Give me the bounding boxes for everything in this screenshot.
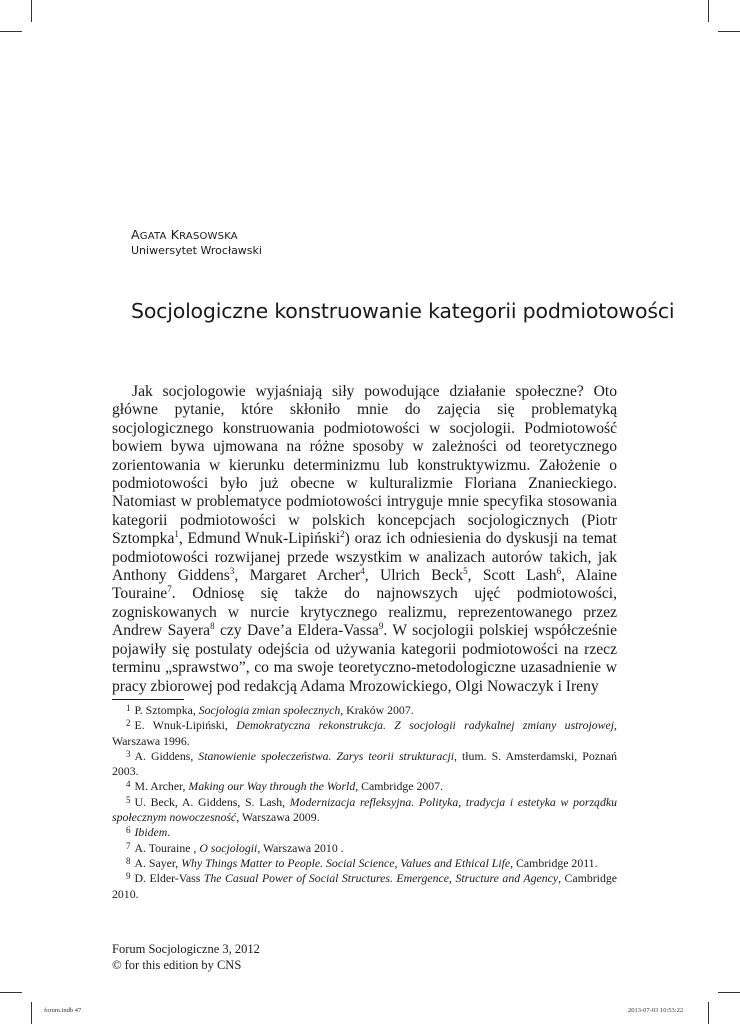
print-slug-file: forum.indb 47	[44, 1007, 82, 1014]
footnote: $^1$ P. Sztompka, Socjologia zmian społecznych, Kraków 2007.	[126, 703, 414, 717]
footnotes	[112, 703, 617, 902]
footnote-ref: 8	[210, 621, 215, 632]
article-title: Socjologiczne konstruowanie kategorii podmiotowości	[131, 299, 675, 323]
footnote: $^5$ U. Beck, A. Giddens, S. Lash, Modernizacja refleksyjna. Polityka, tradycja i estetyka w porządku społecznym nowoczesność, Warszawa 2009.	[112, 794, 617, 825]
footnote: $^7$ A. Touraine , O socjologii, Warszawa 2010 .	[126, 840, 344, 855]
footnote-divider	[112, 699, 184, 700]
footnote: $^6$ Ibidem.	[126, 825, 171, 840]
author-name: AGATA KRASOWSKA	[131, 227, 238, 242]
footnote: $^8$ A. Sayer, Why Things Matter to People. Social Science, Values and Ethical Life, Cambridge 2011.	[126, 855, 598, 870]
crop-mark	[0, 992, 22, 993]
footnote-ref: 1	[174, 529, 179, 540]
body-text	[112, 383, 617, 696]
page-footer	[112, 941, 260, 973]
journal-citation: Forum Socjologiczne 3, 2012	[112, 942, 260, 956]
crop-mark	[0, 31, 22, 32]
footnote-ref: 3	[229, 566, 235, 577]
paragraph: Jak socjologowie wyjaśniają siły powodujące działanie społeczne? Oto główne pytanie, które skłoniło mnie do zajęcia się problematyką socjologicznego konstruowania podmiotowości w socjologii. Podmiotowość bowiem bywa ujmowana na różne sposoby w zależności od teoretycznego zorientowania w kierunku determinizmu lub konstruktywizmu. Założenie o podmiotowości było już obecne w kulturalizmie Floriana Znanieckiego. Natomiast w problematyce podmiotowości intryguje mnie specyfika stosowania kategorii podmiotowości w polskich koncepcjach socjologicznych (Piotr Sztompka$^1$, Edmund Wnuk-Lipiński$^2$) oraz ich odniesienia do dyskusji na temat podmiotowości rozwijanej przede wszystkim w analizach autorów takich, jak Anthony Giddens$^3$, Margaret Archer$^4$, Ulrich Beck$^5$, Scott Lash$^6$, Alaine Touraine$^7$. Odniosę się także do najnowszych ujęć podmiotowości, zogniskowanych w nurcie krytycznego realizmu, reprezentowanego przez Andrew Sayera$^8$ czy Dave’a Eldera-Vassa$^9$. W socjologii polskiej współcześnie pojawiły się postulaty odejścia od używania kategorii podmiotowości na rzecz terminu „sprawstwo”, co ma swoje teoretyczno-metodologiczne uzasadnienie w pracy zbiorowej pod redakcją Adama Mrozowickiego, Olgi Nowaczyk i Ireny	[112, 383, 617, 695]
author-affiliation: Uniwersytet Wrocławski	[131, 244, 262, 257]
footnote-ref: 9	[378, 621, 384, 632]
footnote-ref: 2	[340, 529, 345, 540]
copyright-notice: © for this edition by CNS	[112, 958, 242, 972]
crop-mark	[31, 0, 32, 22]
footnote-ref: 7	[167, 584, 172, 595]
crop-mark	[708, 1002, 709, 1024]
print-slug-timestamp: 2013-07-03 10:53:22	[628, 1007, 684, 1014]
footnote-ref: 6	[556, 566, 562, 577]
crop-mark	[718, 31, 740, 32]
crop-mark	[708, 0, 709, 22]
footnote: $^2$ E. Wnuk-Lipiński, Demokratyczna rekonstrukcja. Z socjologii radykalnej zmiany ustrojowej, Warszawa 1996.	[112, 718, 617, 748]
footnote: $^3$ A. Giddens, Stanowienie społeczeństwa. Zarys teorii strukturacji, tłum. S. Amsterdamski, Poznań 2003.	[112, 748, 617, 779]
crop-mark	[31, 1002, 32, 1024]
crop-mark	[718, 992, 740, 993]
footnote: $^4$ M. Archer, Making our Way through the World, Cambridge 2007.	[126, 779, 444, 794]
footnote: $^9$ D. Elder-Vass The Casual Power of Social Structures. Emergence, Structure and Agency, Cambridge 2010.	[112, 871, 617, 901]
footnote-ref: 4	[360, 566, 365, 577]
footnote-ref: 5	[463, 566, 468, 577]
